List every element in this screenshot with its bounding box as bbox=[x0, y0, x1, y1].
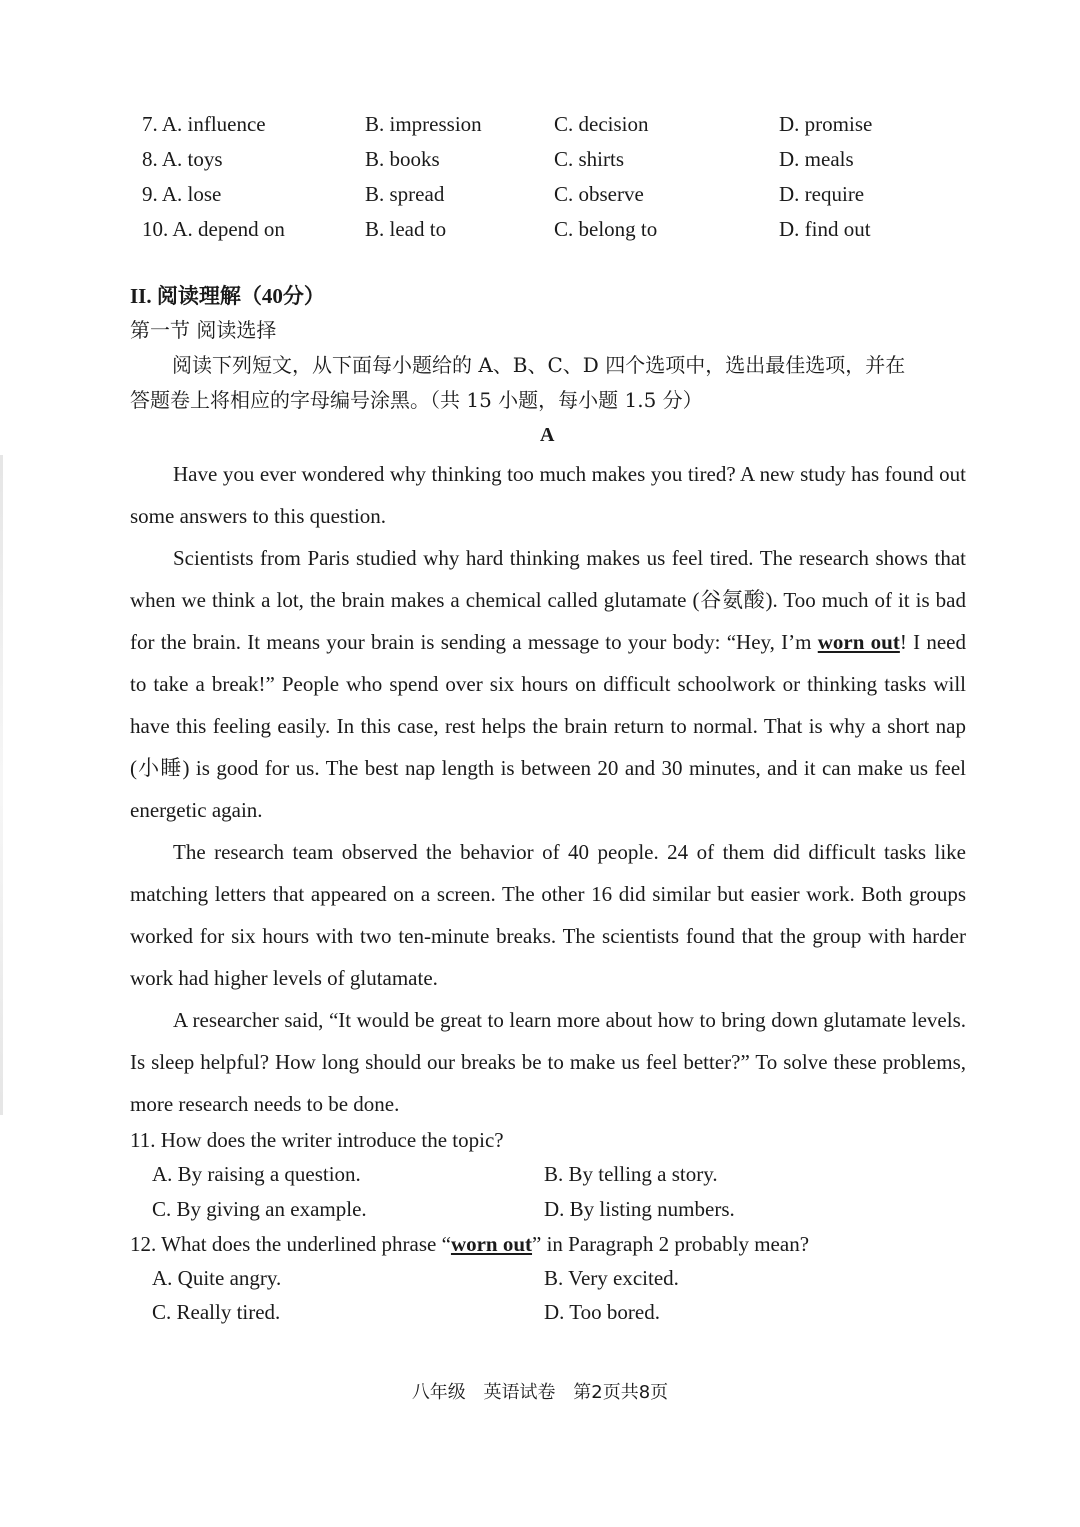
page-footer bbox=[0, 1378, 1080, 1404]
option-b: B. impression bbox=[365, 112, 482, 136]
option-a: 8. A. toys bbox=[142, 147, 223, 171]
answer-option-c: C. By giving an example. bbox=[152, 1197, 367, 1221]
option-d: D. find out bbox=[779, 217, 871, 241]
option-b: B. lead to bbox=[365, 217, 447, 241]
underlined-phrase: worn out bbox=[450, 1232, 533, 1256]
question-12-stem-after: ” in Paragraph 2 probably mean? bbox=[532, 1232, 810, 1256]
answer-option-a: A. Quite angry. bbox=[152, 1266, 282, 1290]
cloze-option-row bbox=[0, 217, 1080, 247]
footer-grade: 八年级 bbox=[411, 1382, 466, 1403]
cloze-option-row bbox=[0, 182, 1080, 212]
section-heading: II. 阅读理解（40分） bbox=[130, 284, 325, 308]
paragraph-1: Have you ever wondered why thinking too much makes you tired? A new study has found out some answers to this question. bbox=[130, 462, 966, 528]
underlined-phrase: worn out bbox=[817, 630, 900, 654]
answer-option-c: C. Really tired. bbox=[152, 1300, 281, 1324]
option-c: C. belong to bbox=[554, 217, 658, 241]
question-11-stem: 11. How does the writer introduce the topic? bbox=[130, 1128, 504, 1152]
option-c: C. shirts bbox=[554, 147, 625, 171]
answer-option-d: D. Too bored. bbox=[544, 1300, 660, 1324]
option-c: C. decision bbox=[554, 112, 649, 136]
section-subheading: 第一节 阅读选择 bbox=[130, 318, 277, 342]
passage-title: A bbox=[540, 424, 555, 446]
paragraph-3: The research team observed the behavior of 40 people. 24 of them did difficult tasks like matching letters that appeared on a screen. The other 16 did similar but easier work. Both groups worked for six hours with two ten-minute breaks. The scientists found that the group with harder work had higher levels of glutamate. bbox=[130, 840, 966, 990]
passage-body bbox=[130, 453, 966, 1125]
question-12-options-row bbox=[0, 1300, 1080, 1330]
paragraph-2 bbox=[130, 537, 966, 831]
cloze-option-row bbox=[0, 147, 1080, 177]
footer-subject: 英语试卷 bbox=[483, 1382, 556, 1403]
answer-option-d: D. By listing numbers. bbox=[544, 1197, 735, 1221]
option-b: B. spread bbox=[365, 182, 445, 206]
option-d: D. require bbox=[779, 182, 865, 206]
cloze-option-row bbox=[0, 112, 1080, 142]
instruction-line-1: 阅读下列短文，从下面每小题给的 A、B、C、D 四个选项中，选出最佳选项，并在 bbox=[172, 353, 906, 377]
option-d: D. meals bbox=[779, 147, 854, 171]
question-12-stem bbox=[130, 1232, 809, 1257]
option-b: B. books bbox=[365, 147, 440, 171]
answer-option-b: B. Very excited. bbox=[544, 1266, 679, 1290]
question-12-options-row bbox=[0, 1266, 1080, 1296]
option-a: 10. A. depend on bbox=[142, 217, 285, 241]
paragraph-4: A researcher said, “It would be great to learn more about how to bring down glutamate levels. Is sleep helpful? How long should our breaks be to make us feel better?” To solve these problems, more research needs to be done. bbox=[130, 1008, 966, 1116]
question-11-options-row bbox=[0, 1197, 1080, 1227]
scan-edge-shadow bbox=[0, 455, 3, 1115]
paragraph-2-after: ! I need to take a break!” People who spend over six hours on difficult schoolwork or thinking tasks will have this feeling easily. In this case, rest helps the brain return to normal. That is why a short nap (小睡) is good for us. The best nap length is between 20 and 30 minutes, and it can make us feel energetic again. bbox=[130, 630, 967, 822]
answer-option-a: A. By raising a question. bbox=[152, 1162, 361, 1186]
question-12-stem-before: 12. What does the underlined phrase “ bbox=[130, 1232, 451, 1256]
option-d: D. promise bbox=[779, 112, 873, 136]
answer-option-b: B. By telling a story. bbox=[544, 1162, 718, 1186]
question-11-options-row bbox=[0, 1162, 1080, 1192]
footer-page-number: 第2页共8页 bbox=[573, 1382, 669, 1403]
instruction-line-2: 答题卷上将相应的字母编号涂黑。（共 15 小题，每小题 1.5 分） bbox=[130, 388, 703, 412]
option-a: 7. A. influence bbox=[142, 112, 266, 136]
option-c: C. observe bbox=[554, 182, 644, 206]
option-a: 9. A. lose bbox=[142, 182, 222, 206]
paragraph-2-before: Scientists from Paris studied why hard thinking makes us feel tired. The research shows that when we think a lot, the brain makes a chemical called glutamate (谷氨酸). Too much of it is bad for the brain. It means your brain is sending a message to your body: “Hey, I’m bbox=[130, 546, 966, 654]
